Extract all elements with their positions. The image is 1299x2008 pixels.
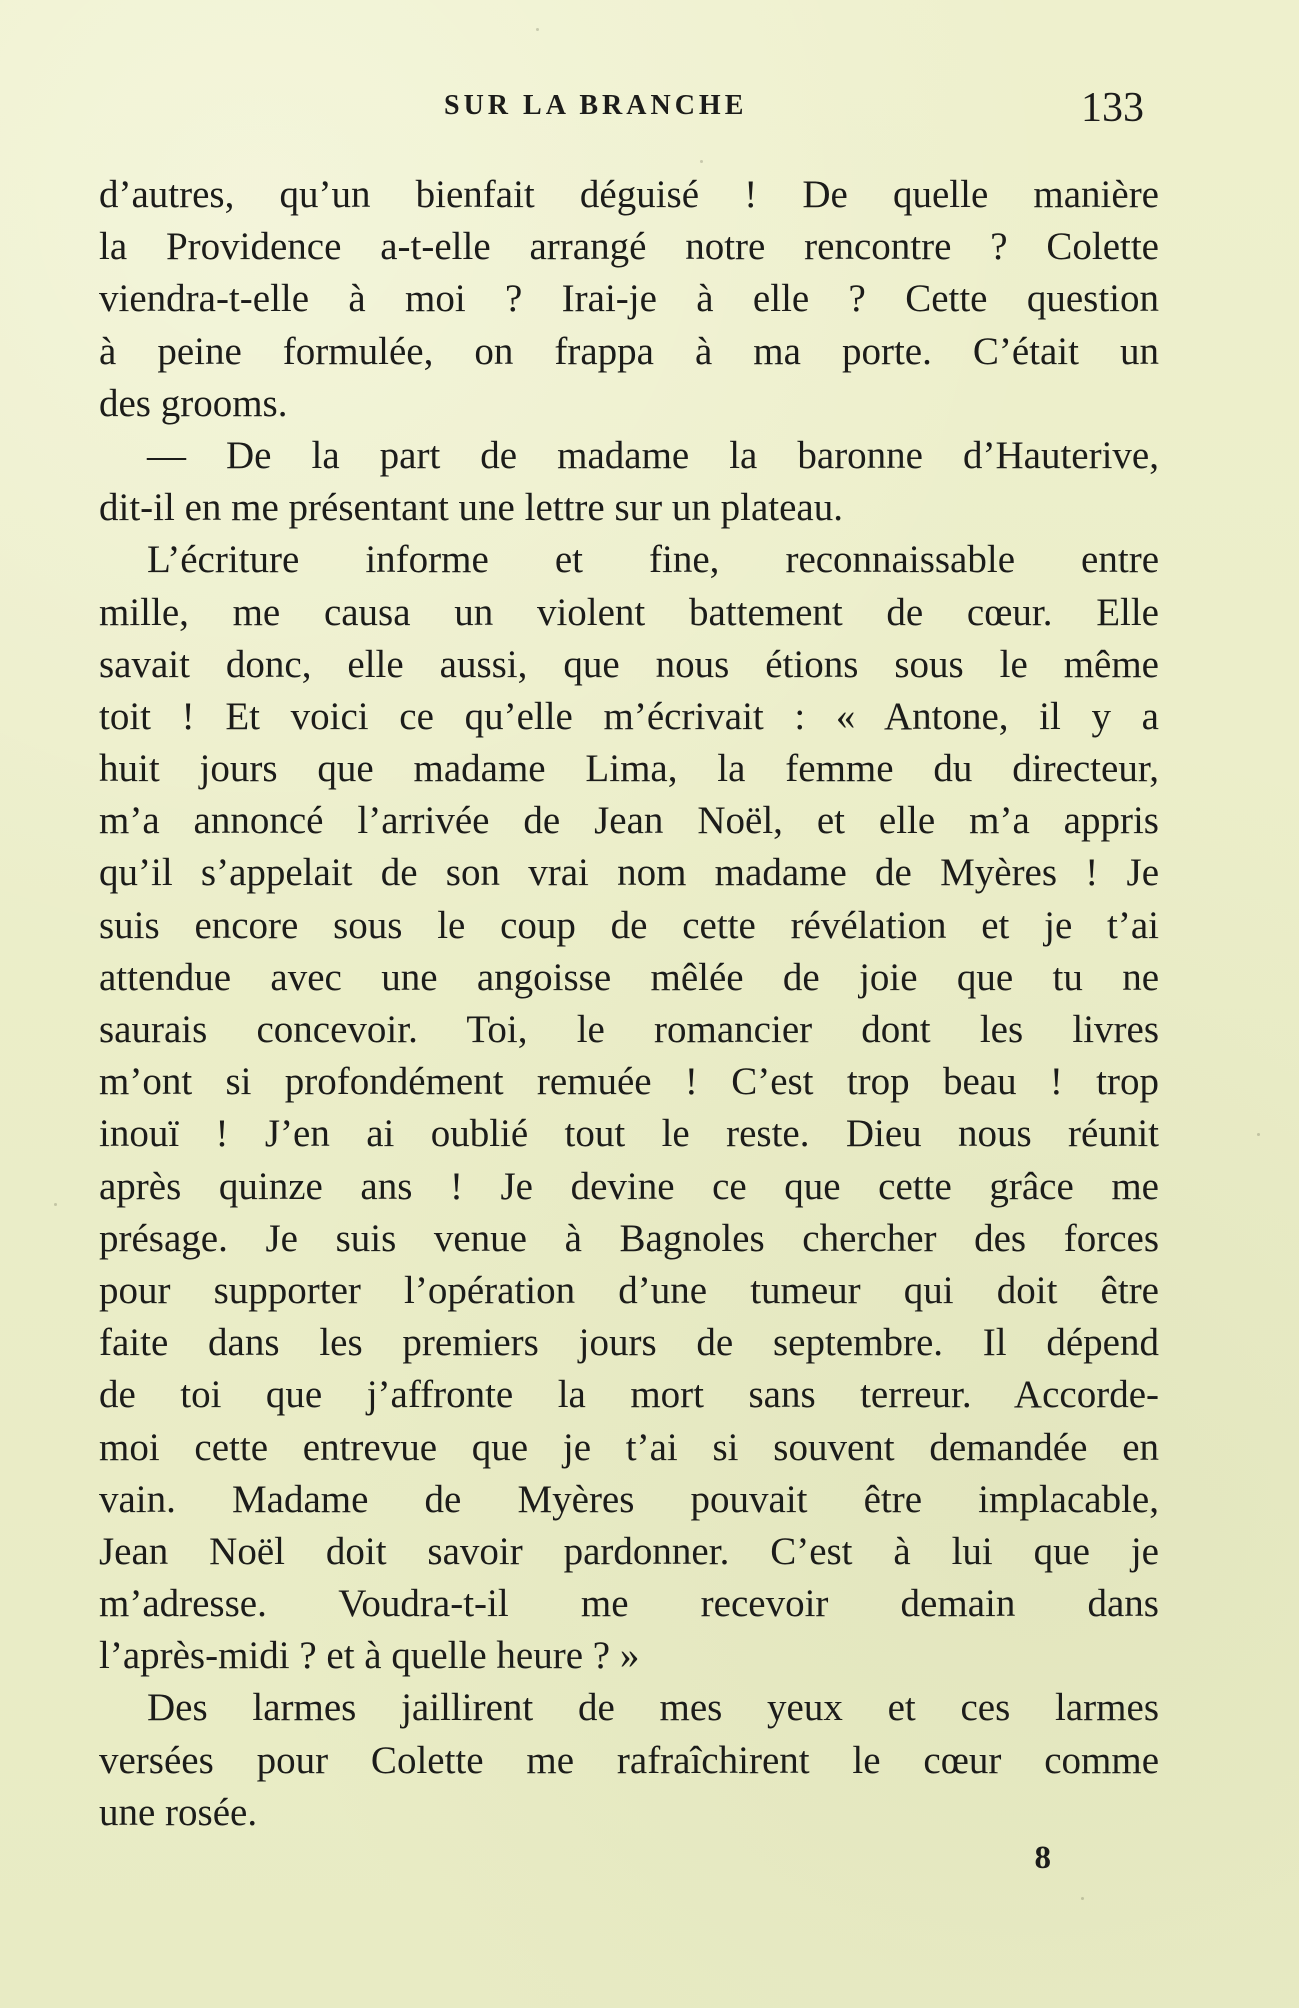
text-line-7: dit-il en me présentant une lettre sur un plateau. bbox=[99, 486, 843, 530]
text-line-8: L’écriture informe et fine, reconnaissable entre bbox=[147, 538, 1159, 582]
text-line-32: une rosée. bbox=[99, 1790, 258, 1834]
text-line-16: attendue avec une angoisse mêlée de joie que tu ne bbox=[99, 955, 1159, 999]
text-line-12: huit jours que madame Lima, la femme du directeur, bbox=[99, 747, 1159, 791]
text-line-13: m’a annoncé l’arrivée de Jean Noël, et elle m’a appris bbox=[99, 799, 1159, 843]
text-line-25: moi cette entrevue que je t’ai si souvent demandée en bbox=[99, 1425, 1159, 1469]
text-line-5: des grooms. bbox=[99, 381, 288, 425]
text-line-21: présage. Je suis venue à Bagnoles chercher des forces bbox=[99, 1216, 1159, 1260]
paper-speck bbox=[700, 160, 703, 163]
text-line-22: pour supporter l’opération d’une tumeur qui doit être bbox=[99, 1268, 1159, 1312]
running-head bbox=[0, 85, 1299, 131]
paper-speck bbox=[1257, 1133, 1260, 1136]
text-line-15: suis encore sous le coup de cette révélation et je t’ai bbox=[99, 903, 1159, 947]
text-line-9: mille, me causa un violent battement de cœur. Elle bbox=[99, 590, 1159, 634]
body-text bbox=[99, 169, 1159, 1839]
text-line-26: vain. Madame de Myères pouvait être implacable, bbox=[99, 1477, 1159, 1521]
text-line-27: Jean Noël doit savoir pardonner. C’est à lui que je bbox=[99, 1529, 1159, 1573]
text-line-19: inouï ! J’en ai oublié tout le reste. Dieu nous réunit bbox=[99, 1112, 1159, 1156]
paper-speck bbox=[1081, 1897, 1084, 1900]
text-line-2: la Providence a-t-elle arrangé notre rencontre ? Colette bbox=[99, 225, 1159, 269]
signature-mark: 8 bbox=[1034, 1840, 1051, 1876]
text-line-28: m’adresse. Voudra-t-il me recevoir demain dans bbox=[99, 1582, 1159, 1626]
text-line-31: versées pour Colette me rafraîchirent le cœur comme bbox=[99, 1738, 1159, 1782]
text-line-11: toit ! Et voici ce qu’elle m’écrivait : « Antone, il y a bbox=[99, 694, 1159, 738]
text-line-20: après quinze ans ! Je devine ce que cette grâce me bbox=[99, 1164, 1159, 1208]
text-line-6: — De la part de madame la baronne d’Hauterive, bbox=[147, 433, 1159, 477]
page-number: 133 bbox=[1081, 85, 1144, 131]
paper-speck bbox=[536, 28, 539, 31]
text-line-30: Des larmes jaillirent de mes yeux et ces larmes bbox=[147, 1686, 1159, 1730]
text-line-18: m’ont si profondément remuée ! C’est trop beau ! trop bbox=[99, 1060, 1159, 1104]
text-line-24: de toi que j’affronte la mort sans terreur. Accorde- bbox=[99, 1373, 1159, 1417]
text-line-1: d’autres, qu’un bienfait déguisé ! De quelle manière bbox=[99, 173, 1159, 216]
text-line-29: l’après-midi ? et à quelle heure ? » bbox=[99, 1634, 640, 1678]
running-title: SUR LA BRANCHE bbox=[444, 90, 748, 121]
paper-speck bbox=[54, 1203, 57, 1206]
text-line-4: à peine formulée, on frappa à ma porte. C’était un bbox=[99, 329, 1159, 373]
text-line-17: saurais concevoir. Toi, le romancier dont les livres bbox=[99, 1008, 1159, 1051]
text-line-23: faite dans les premiers jours de septembre. Il dépend bbox=[99, 1321, 1159, 1365]
text-line-10: savait donc, elle aussi, que nous étions sous le même bbox=[99, 642, 1159, 686]
text-line-14: qu’il s’appelait de son vrai nom madame de Myères ! Je bbox=[99, 851, 1159, 895]
text-line-3: viendra-t-elle à moi ? Irai-je à elle ? Cette question bbox=[99, 277, 1159, 321]
